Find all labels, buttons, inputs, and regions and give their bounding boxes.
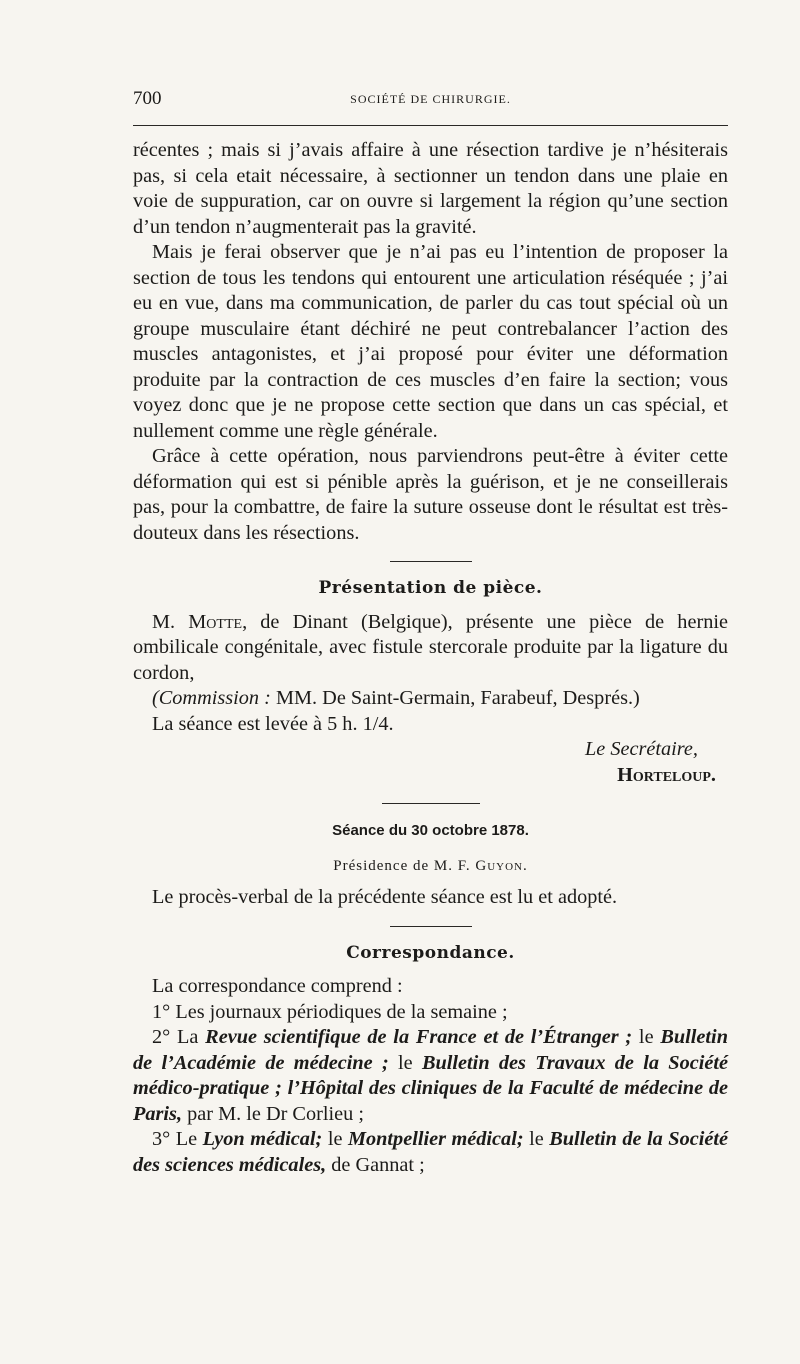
presidence-label: Présidence de M. F. — [333, 857, 471, 874]
closing-line: La séance est levée à 5 h. 1/4. — [152, 712, 394, 735]
item-text: le — [632, 1026, 661, 1048]
journal-title: Montpellier médical; — [347, 1128, 524, 1150]
presentation-paragraph — [133, 610, 728, 687]
signature-title: Le Secrétaire, — [584, 738, 698, 760]
list-item — [133, 1127, 728, 1178]
section-divider — [390, 561, 472, 562]
paragraph-3: Grâce à cette opération, nous parviendrons peut-être à éviter cette déformation qui est si pénible après la guérison, et je ne conseillerais pas, pour la combattre, de faire la suture osseuse dont le résultat est très-douteux dans les résections. — [133, 445, 728, 544]
journal-title: Lyon médical; — [202, 1128, 323, 1150]
signature-name: Horteloup. — [617, 763, 716, 786]
journal-title: Bulletin de la Société des sciences médicales, — [133, 1128, 729, 1176]
list-item — [133, 1025, 728, 1127]
item-number: 3° Le — [152, 1128, 203, 1150]
page-body — [133, 138, 728, 1178]
commission-text: MM. De Saint-Germain, Farabeuf, Després.) — [270, 687, 640, 709]
page-header — [133, 88, 728, 114]
journal-title: Bulletin de l’Académie de médecine ; — [133, 1026, 728, 1074]
section-heading-presentation: Présentation de pièce. — [318, 578, 543, 598]
section-divider — [382, 803, 480, 804]
item-text: par M. le Dr Corlieu ; — [182, 1102, 364, 1125]
item-text: le — [523, 1128, 550, 1150]
paragraph-continuation: récentes ; mais si j’avais affaire à une résection tardive je n’hésiterais pas, si cela etait nécessaire, à sectionner un tendon dans une plaie en voie de suppuration, car on ouvre si largement la région qu’une section d’un tendon n’augmenterait pas la gravité. — [133, 139, 728, 238]
header-rule — [133, 125, 728, 126]
item-number: 2° La — [152, 1026, 206, 1048]
journal-title: Bulletin des Travaux de la Société médico-pratique ; l’Hôpital des cliniques de la Faculté de médecine de Paris, — [133, 1051, 728, 1125]
commission-line — [133, 686, 728, 712]
commission-label: (Commission : — [152, 687, 271, 709]
running-title: SOCIÉTÉ DE CHIRURGIE. — [350, 92, 511, 106]
item-text: de Gannat ; — [326, 1153, 425, 1176]
section-divider — [390, 926, 472, 927]
section-heading-correspondance: Correspondance. — [346, 942, 515, 963]
presidence-line — [133, 854, 728, 880]
item-text: le — [388, 1051, 422, 1074]
seance-title: Séance du 30 octobre 1878. — [332, 822, 529, 839]
presentation-text: , de Dinant (Belgique), présente une pièce de hernie ombilicale congénitale, avec fistule stercorale produite par la ligature du cordon, — [133, 610, 728, 684]
item-text: le — [322, 1128, 348, 1150]
minutes-line: Le procès-verbal de la précédente séance est lu et adopté. — [152, 886, 618, 908]
paragraph-2: Mais je ferai observer que je n’ai pas eu l’intention de proposer la section de tous les tendons qui entourent une articulation réséquée ; j’ai eu en vue, dans ma communication, de parler du cas tout spécial où un groupe musculaire étant déchiré ne peut contrebalancer l’action des muscles antagonistes, et j’ai proposé pour éviter une déformation produite par la contraction de ces muscles d’en faire la section; vous voyez donc que je ne propose cette section que dans un cas spécial, et nullement comme une règle générale. — [133, 241, 728, 442]
author-name: M. Motte — [152, 610, 243, 633]
journal-title: Revue scientifique de la France et de l’Étranger ; — [205, 1026, 633, 1048]
president-name: Guyon. — [475, 857, 528, 874]
correspondance-intro: La correspondance comprend : — [152, 975, 403, 997]
page-number: 700 — [133, 88, 162, 109]
list-item: 1° Les journaux périodiques de la semaine ; — [152, 1000, 508, 1023]
